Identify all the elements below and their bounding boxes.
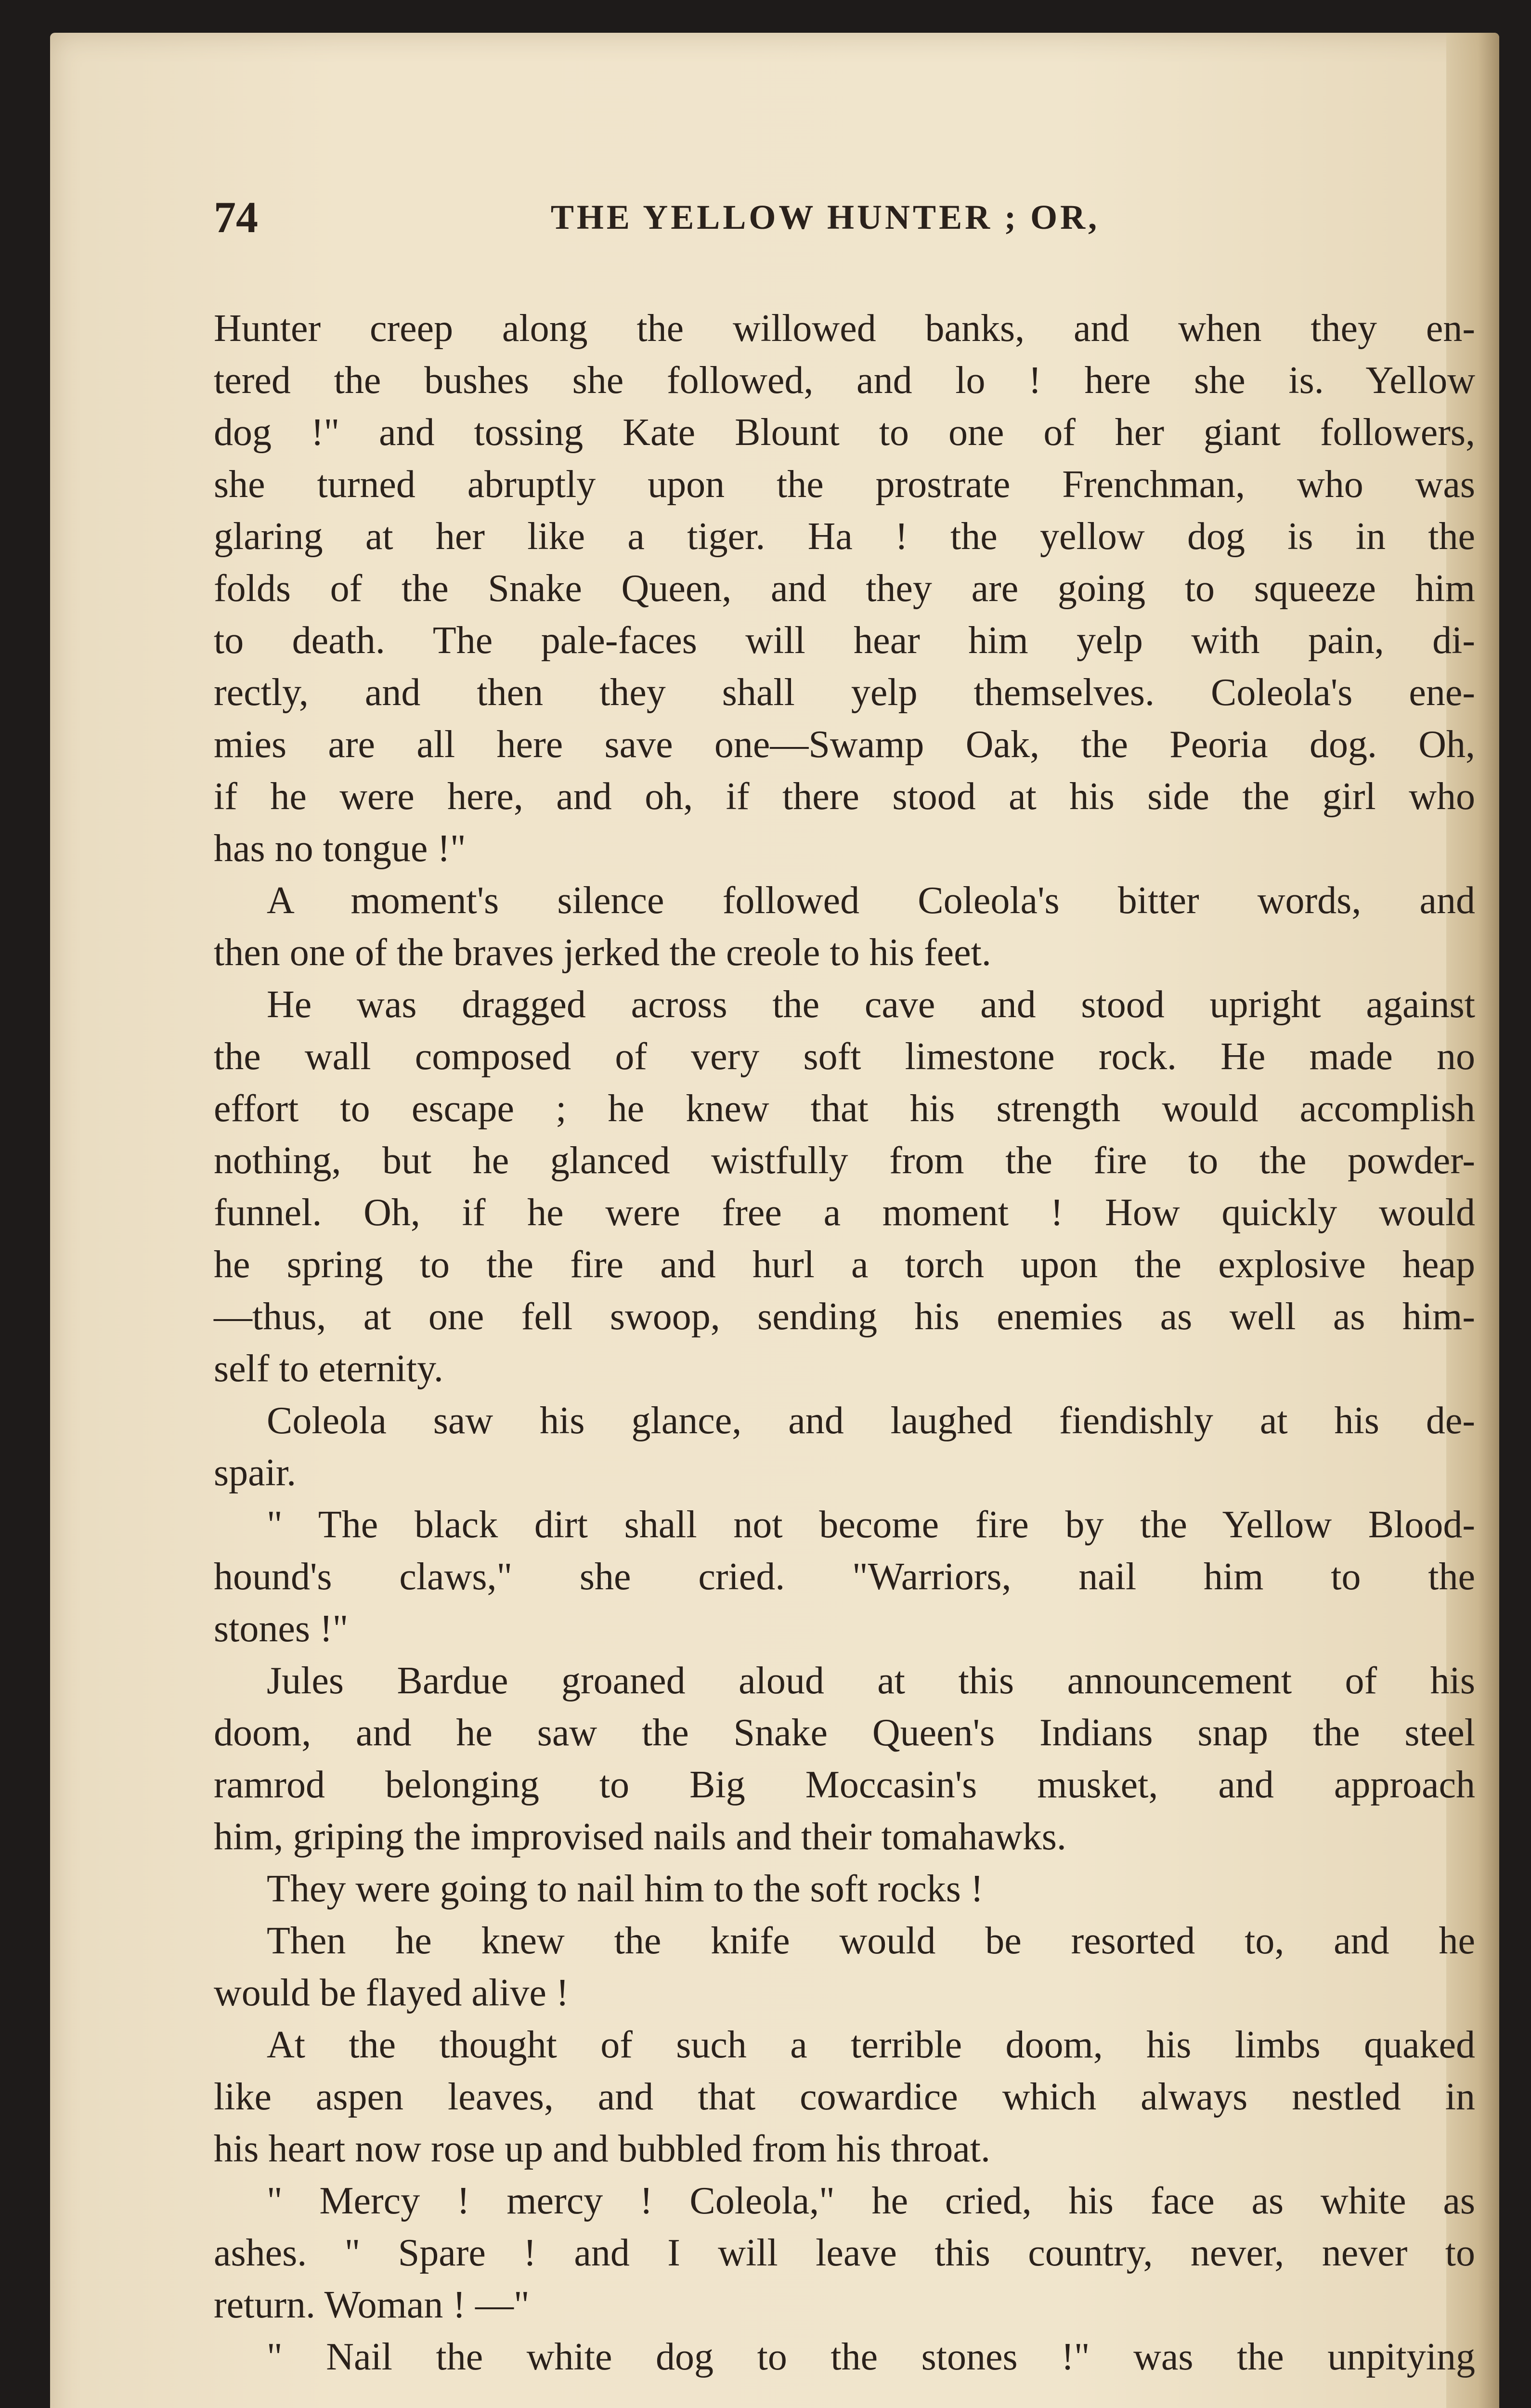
text-line: funnel. Oh, if he were free a moment ! How quickly would — [214, 1191, 1475, 1234]
text-line: rectly, and then they shall yelp themselves. Coleola's ene- — [214, 671, 1475, 714]
text-line: " The black dirt shall not become fire by the Yellow Blood- — [267, 1504, 1475, 1546]
text-line: stones !" — [214, 1608, 349, 1650]
text-line: Then he knew the knife would be resorted to, and he — [267, 1920, 1475, 1962]
text-line: if he were here, and oh, if there stood at his side the girl who — [214, 775, 1475, 818]
text-line: Jules Bardue groaned aloud at this announcement of his — [267, 1660, 1475, 1702]
text-line: ramrod belonging to Big Moccasin's musket, and approach — [214, 1764, 1475, 1806]
text-line: hound's claws," she cried. "Warriors, nail him to the — [214, 1556, 1475, 1598]
book-page — [50, 33, 1499, 2408]
text-line: doom, and he saw the Snake Queen's Indians snap the steel — [214, 1712, 1475, 1754]
text-line: he spring to the fire and hurl a torch upon the explosive heap — [214, 1243, 1475, 1286]
text-line: effort to escape ; he knew that his strength would accomplish — [214, 1087, 1475, 1130]
text-line: self to eternity. — [214, 1348, 443, 1390]
text-line: At the thought of such a terrible doom, his limbs quaked — [267, 2024, 1475, 2066]
text-line: folds of the Snake Queen, and they are going to squeeze him — [214, 567, 1475, 610]
text-line: A moment's silence followed Coleola's bitter words, and — [267, 879, 1475, 922]
text-line: return. Woman ! —" — [214, 2284, 530, 2326]
text-line: ashes. " Spare ! and I will leave this country, never, never to — [214, 2232, 1475, 2274]
text-line: Hunter creep along the willowed banks, and when they en- — [214, 307, 1475, 350]
text-line: dog !" and tossing Kate Blount to one of her giant followers, — [214, 411, 1475, 454]
text-line: like aspen leaves, and that cowardice which always nestled in — [214, 2076, 1475, 2118]
text-line: she turned abruptly upon the prostrate Frenchman, who was — [214, 463, 1475, 506]
text-line: the wall composed of very soft limestone rock. He made no — [214, 1035, 1475, 1078]
body-text — [214, 302, 1475, 2383]
page-number: 74 — [214, 193, 258, 242]
text-line: " Nail the white dog to the stones !" was the unpitying — [267, 2336, 1475, 2378]
text-line: spair. — [214, 1452, 297, 1494]
text-line: has no tongue !" — [214, 827, 466, 870]
text-line: glaring at her like a tiger. Ha ! the yellow dog is in the — [214, 515, 1475, 558]
text-line: He was dragged across the cave and stood upright against — [267, 983, 1475, 1026]
text-line: then one of the braves jerked the creole to his feet. — [214, 931, 991, 974]
running-title: THE YELLOW HUNTER ; OR, — [550, 198, 1100, 236]
text-line: would be flayed alive ! — [214, 1972, 569, 2014]
text-line: nothing, but he glanced wistfully from the fire to the powder- — [214, 1139, 1475, 1182]
text-line: to death. The pale-faces will hear him yelp with pain, di- — [214, 619, 1475, 662]
text-line: his heart now rose up and bubbled from his throat. — [214, 2128, 991, 2170]
text-line: " Mercy ! mercy ! Coleola," he cried, his face as white as — [267, 2180, 1475, 2222]
text-line: tered the bushes she followed, and lo ! here she is. Yellow — [214, 359, 1475, 402]
text-line: —thus, at one fell swoop, sending his enemies as well as him- — [214, 1296, 1475, 1338]
text-line: They were going to nail him to the soft rocks ! — [267, 1868, 984, 1910]
text-line: Coleola saw his glance, and laughed fiendishly at his de- — [267, 1400, 1475, 1442]
text-line: mies are all here save one—Swamp Oak, the Peoria dog. Oh, — [214, 723, 1475, 766]
text-line: him, griping the improvised nails and their tomahawks. — [214, 1816, 1066, 1858]
running-head — [214, 192, 1437, 249]
